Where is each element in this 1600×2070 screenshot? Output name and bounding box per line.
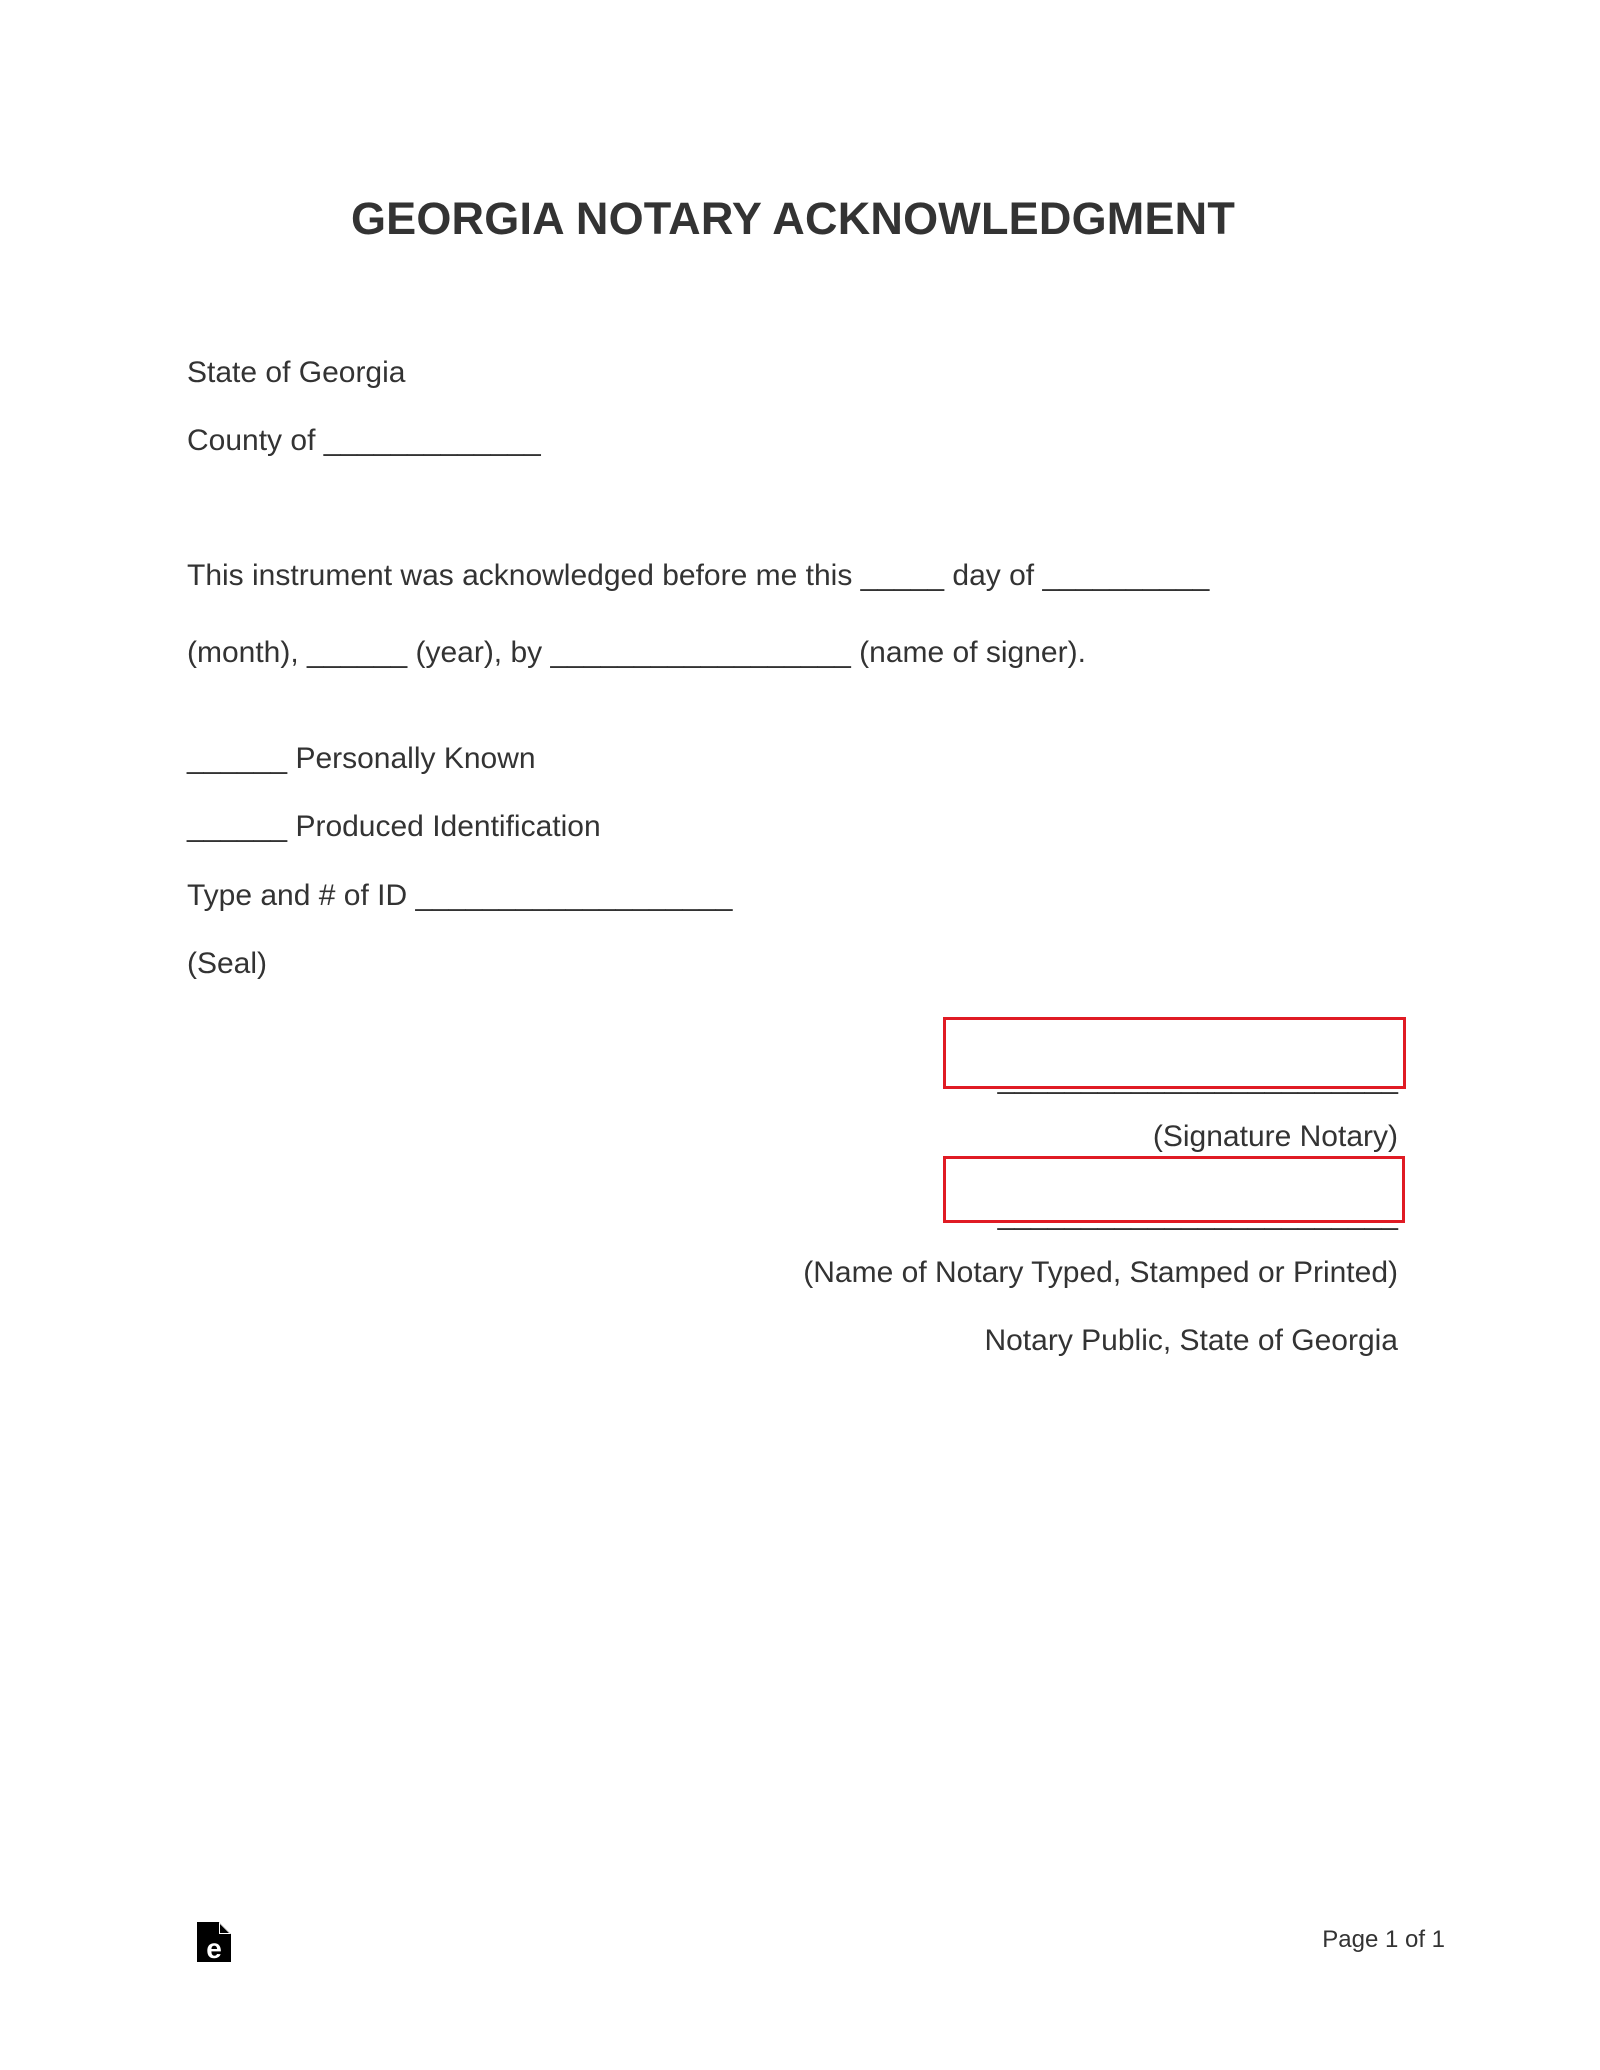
notary-signature-field[interactable] [943,1017,1406,1089]
notary-name-field[interactable] [943,1156,1405,1223]
produced-identification-option: ______ Produced Identification [187,810,601,843]
notary-commission-label: Notary Public, State of Georgia [984,1324,1398,1357]
acknowledgment-line-2: (month), ______ (year), by __________________ (name of signer). [187,636,1086,669]
notary-name-label: (Name of Notary Typed, Stamped or Printed) [803,1256,1398,1289]
seal-label: (Seal) [187,947,268,980]
notary-name-line: ________________________ [997,1198,1398,1231]
page-number: Page 1 of 1 [1322,1926,1445,1953]
state-line: State of Georgia [187,356,406,389]
document-title: GEORGIA NOTARY ACKNOWLEDGMENT [350,193,1236,244]
id-type-line: Type and # of ID ___________________ [187,879,733,912]
personally-known-option: ______ Personally Known [187,742,536,775]
notary-signature-line: ________________________ [997,1062,1398,1095]
esign-document-logo-icon [197,1922,231,1962]
signature-notary-label: (Signature Notary) [1152,1120,1398,1153]
acknowledgment-line-1: This instrument was acknowledged before me this _____ day of __________ [187,559,1210,592]
county-line: County of _____________ [187,424,541,457]
svg-text:e: e [206,1933,222,1962]
